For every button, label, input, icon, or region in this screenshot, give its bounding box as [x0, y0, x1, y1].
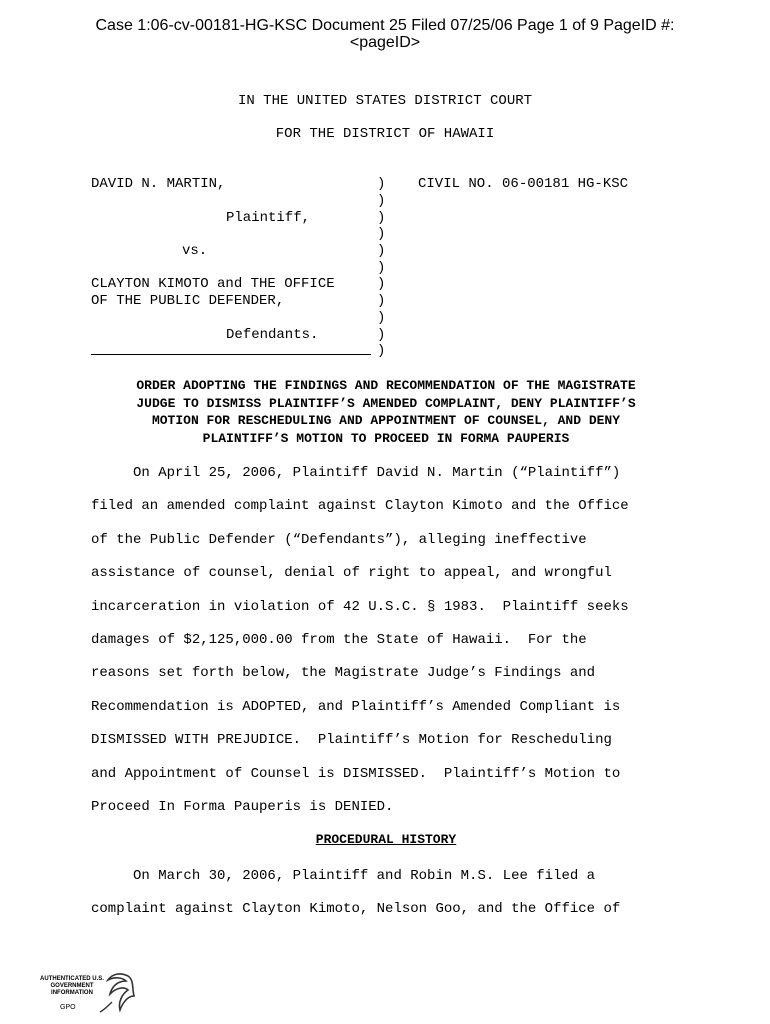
caption-paren: ) [377, 193, 386, 209]
defendant-line2: OF THE PUBLIC DEFENDER, [91, 293, 285, 309]
filing-stamp-line1: Case 1:06-cv-00181-HG-KSC Document 25 Filed 07/25/06 Page 1 of 9 PageID #: [95, 17, 675, 34]
body-line: and Appointment of Counsel is DISMISSED. Plaintiff’s Motion to [91, 765, 621, 782]
versus: vs. [182, 243, 208, 259]
body-line: damages of $2,125,000.00 from the State of Hawaii. For the [91, 631, 587, 648]
filing-stamp-line2: <pageID> [349, 34, 421, 51]
court-district: FOR THE DISTRICT OF HAWAII [275, 126, 495, 142]
court-name: IN THE UNITED STATES DISTRICT COURT [237, 93, 533, 109]
body-line: Proceed In Forma Pauperis is DENIED. [91, 798, 394, 815]
filing-stamp [0, 17, 770, 51]
body-line: On March 30, 2006, Plaintiff and Robin M.S. Lee filed a [91, 868, 596, 884]
caption-paren: ) [377, 276, 386, 292]
case-number: CIVIL NO. 06-00181 HG-KSC [418, 176, 629, 192]
caption-paren: ) [377, 243, 386, 259]
defendant-role: Defendants. [226, 327, 319, 343]
caption-paren: ) [377, 293, 386, 309]
body-line: incarceration in violation of 42 U.S.C. § 1983. Plaintiff seeks [91, 598, 629, 615]
order-title [91, 377, 681, 447]
body-line: filed an amended complaint against Clayton Kimoto and the Office [91, 498, 629, 515]
gpo-authentication-logo [40, 970, 132, 1016]
caption-paren: ) [377, 210, 386, 226]
caption-paren: ) [377, 343, 386, 359]
gpo-mark: GPO [60, 1004, 76, 1011]
body-line: DISMISSED WITH PREJUDICE. Plaintiff’s Motion for Rescheduling [91, 732, 612, 749]
section-heading: PROCEDURAL HISTORY [315, 832, 457, 847]
caption-paren: ) [377, 310, 386, 326]
caption-paren: ) [377, 176, 386, 192]
body-line: reasons set forth below, the Magistrate Judge’s Findings and [91, 665, 596, 682]
order-title-line: ORDER ADOPTING THE FINDINGS AND RECOMMENDATION OF THE MAGISTRATE [136, 378, 636, 393]
eagle-icon [98, 970, 138, 1016]
caption-paren: ) [377, 226, 386, 242]
paragraph-2 [91, 864, 691, 931]
caption-paren: ) [377, 327, 386, 343]
plaintiff-role: Plaintiff, [226, 210, 311, 226]
defendant-line1: CLAYTON KIMOTO and THE OFFICE [91, 276, 335, 292]
order-title-line: PLAINTIFF’S MOTION TO PROCEED IN FORMA PAUPERIS [202, 430, 570, 446]
paragraph-1 [91, 461, 691, 828]
body-line: assistance of counsel, denial of right to appeal, and wrongful [91, 565, 612, 582]
body-line: On April 25, 2006, Plaintiff David N. Martin (“Plaintiff”) [91, 465, 621, 481]
order-title-line: MOTION FOR RESCHEDULING AND APPOINTMENT OF COUNSEL, AND DENY [151, 413, 621, 428]
plaintiff-name: DAVID N. MARTIN, [91, 176, 226, 192]
body-line: Recommendation is ADOPTED, and Plaintiff’s Amended Compliant is [91, 698, 621, 715]
body-line: complaint against Clayton Kimoto, Nelson Goo, and the Office of [91, 901, 621, 918]
caption-rule [91, 354, 371, 355]
order-title-line: JUDGE TO DISMISS PLAINTIFF’S AMENDED COMPLAINT, DENY PLAINTIFF’S [136, 395, 636, 411]
caption-paren: ) [377, 260, 386, 276]
gpo-logo-text: AUTHENTICATED U.S. GOVERNMENT INFORMATION [40, 976, 104, 996]
body-line: of the Public Defender (“Defendants”), alleging ineffective [91, 531, 587, 548]
